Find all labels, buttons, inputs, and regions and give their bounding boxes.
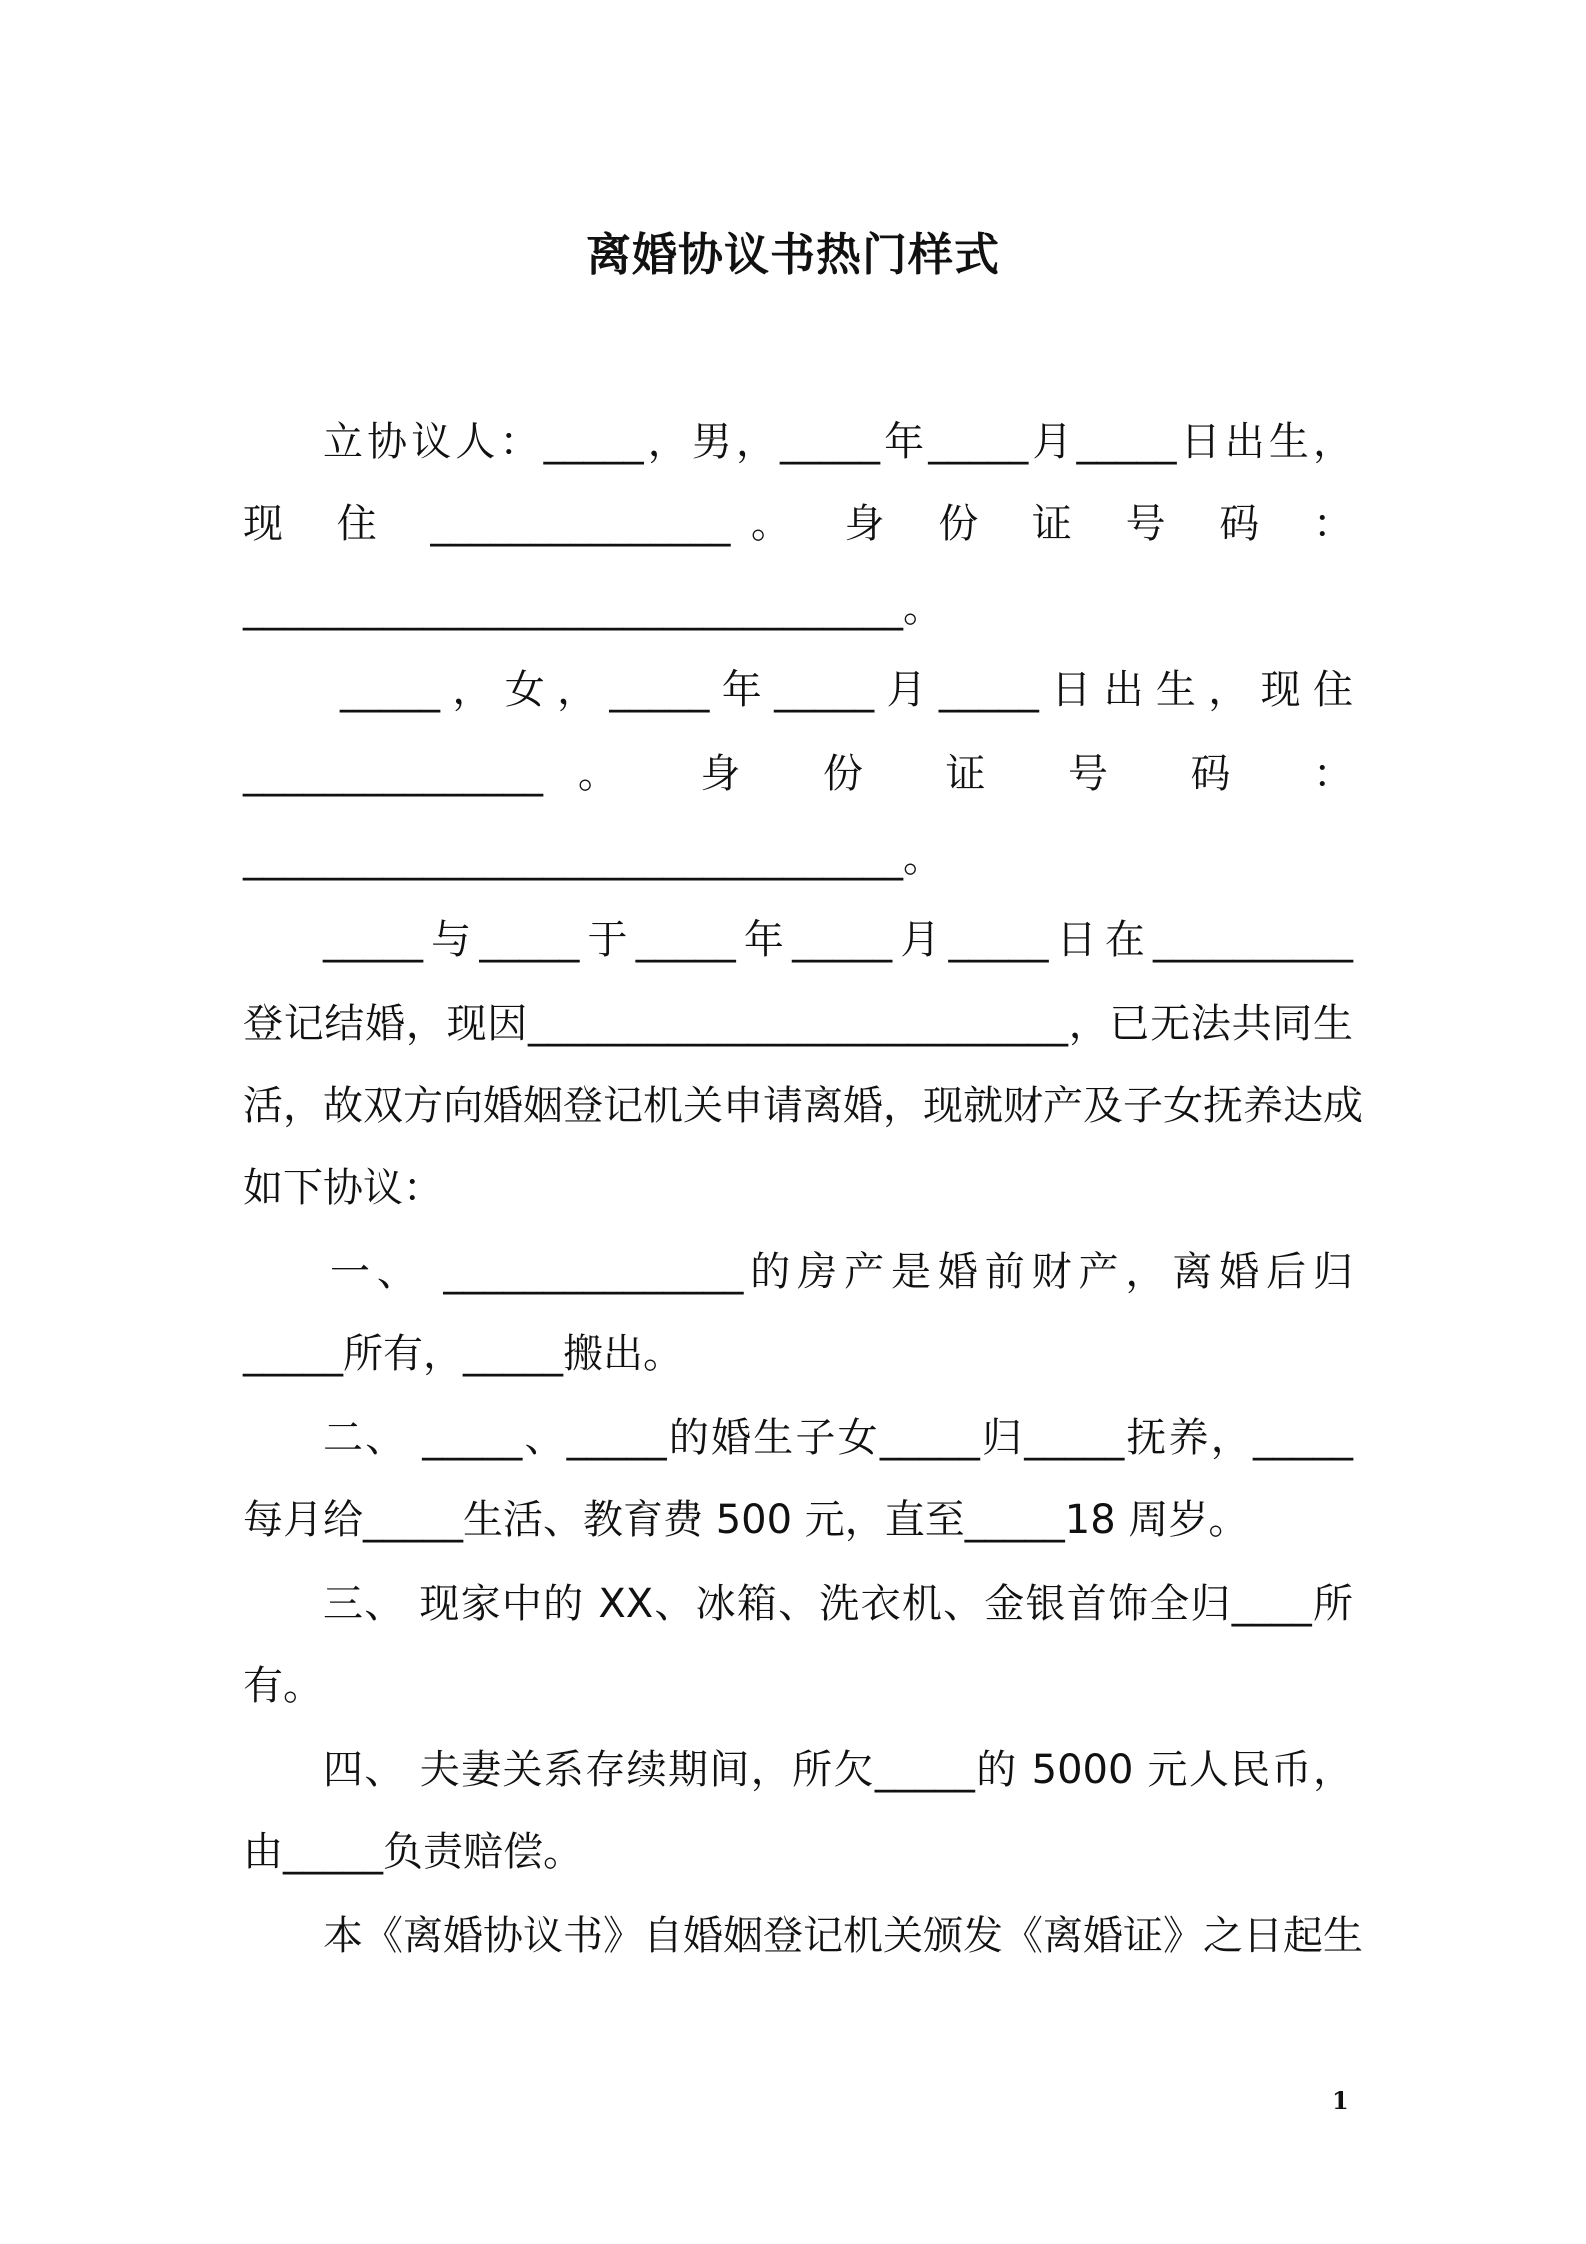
- clause-three-line-2: 有。: [243, 1663, 323, 1709]
- party-husband-line: 立协议人：_____，男，_____年_____月_____日出生，: [323, 419, 1353, 465]
- agreement-intro-line: 如下协议：: [243, 1165, 443, 1211]
- marriage-registration-line: _____与_____于_____年_____月_____日在__________: [323, 917, 1353, 963]
- document-title: 离婚协议书热门样式: [585, 228, 1000, 281]
- husband-address-id-line: 现 住 _______________。 身 份 证 号 码 ：: [243, 501, 1353, 547]
- clause-four-line-2: 由_____负责赔偿。: [243, 1829, 583, 1875]
- divorce-reason-line: 登记结婚，现因___________________________，已无法共同生: [243, 1001, 1353, 1047]
- clause-three-line-1: 三、 现家中的 XX、冰箱、洗衣机、金银首饰全归____所: [323, 1581, 1353, 1627]
- party-wife-line: _____，女，_____年_____月_____日出生，现住: [340, 667, 1353, 713]
- husband-id-blank-line: _________________________________。: [243, 585, 943, 631]
- page-number: 1: [1332, 2086, 1349, 2115]
- clause-four-line-1: 四、 夫妻关系存续期间，所欠_____的 5000 元人民币，: [323, 1747, 1353, 1793]
- clause-two-line-1: 二、 _____、_____的婚生子女_____归_____抚养，_____: [323, 1415, 1353, 1461]
- divorce-application-line: 活，故双方向婚姻登记机关申请离婚，现就财产及子女抚养达成: [243, 1083, 1363, 1129]
- clause-one-line-1: 一、 _______________的房产是婚前财产，离婚后归: [330, 1249, 1353, 1295]
- wife-id-blank-line: _________________________________。: [243, 835, 943, 881]
- wife-address-id-line: _______________。 身 份 证 号 码 ：: [243, 751, 1353, 797]
- clause-one-line-2: _____所有，_____搬出。: [243, 1331, 683, 1377]
- clause-two-line-2: 每月给_____生活、教育费 500 元，直至_____18 周岁。: [243, 1497, 1249, 1543]
- effective-clause-line: 本《离婚协议书》自婚姻登记机关颁发《离婚证》之日起生: [323, 1913, 1363, 1959]
